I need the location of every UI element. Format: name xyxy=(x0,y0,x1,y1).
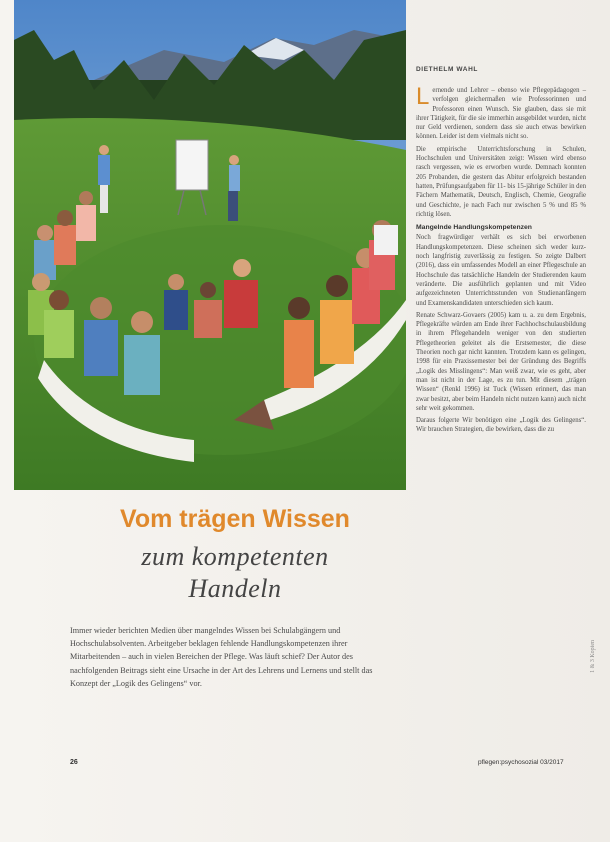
article-title-line-2: zum kompetenten xyxy=(141,542,329,571)
paragraph-5: Daraus folgerte Wir benötigen eine „Logik des Gelingens“. Wir brauchen Strategien, die bewirken, dass die zu xyxy=(416,417,586,434)
subheading-handlungskompetenzen: Mangelnde Handlungskompetenzen xyxy=(416,224,532,232)
paragraph-1 xyxy=(416,83,586,142)
magazine-issue: pflegen:psychosozial 03/2017 xyxy=(478,759,564,766)
article-intro: Immer wieder berichten Medien über mangelndes Wissen bei Schulabgängern und Hochschulabsolventen. Arbeitgeber beklagen fehlende Handlungskompetenzen ihrer Mitarbeitenden – auch in vielen Bereichen der Pflege. Was läuft schief? Der Autor des nachfolgenden Beitrags sieht eine Ursache in der Art des Lehrens und Lernens und stellt das Konzept der „Logik des Gelingens“ vor. xyxy=(70,626,373,688)
page-number: 26 xyxy=(70,759,78,766)
article-title-line-3: Handeln xyxy=(188,574,282,603)
article-title-line-1: Vom trägen Wissen xyxy=(120,505,350,533)
author-name: DIETHELM WAHL xyxy=(416,66,478,73)
paragraph-3: Noch fragwürdiger verhält es sich bei erworbenen Handlungskompetenzen. Diese scheinen sich weder kurz- noch langfristig zuverlässig zu festigen. So zeigte Dalbert (2016), dass ein umfassendes Modell an einer Pflegeschule an Hochschule das tatsächliche Handeln der Studierenden kaum veränderte. Die ausführlich geplanten und mit Video aufgezeichneten Unterrichtsstunden von Studienanfängern und Examenskandidaten unterschieden sich kaum. xyxy=(416,234,586,307)
paragraph-4: Renate Schwarz-Govaers (2005) kam u. a. zu dem Ergebnis, Pflegekräfte würden am Ende ihrer Fachhochschulausbildung in ihrem Pflegehandeln weniger von den studierten Pflegetheorien geleitet als die Erstsemester, die diese Theorien noch gar nicht kannten. Trotzdem kann es gelingen, 1998 für ein Praxissemester bei der Gründung des Begriffs „Logik des Misslingens“: Man weiß zwar, wie es geht, aber man ist nicht in der Lage, es zu tun. Mit diesem „trägen Wissen“ (Renkl 1996) ist Tuck (Wissen erinnert, das man zwar besitzt, aber beim Handeln nicht nutzen kann) auch nicht sehr weit gekommen. xyxy=(416,311,586,412)
photo-illustration xyxy=(14,0,406,490)
handwritten-note: 1 & 3 Kopien xyxy=(590,640,596,673)
drop-cap: L xyxy=(416,83,430,110)
paragraph-1-text: ernende und Lehrer – ebenso wie Pflegepädagogen – verfolgen gleichermaßen wie Professorinnen und Professoren einen Wunsch. Sie glauben, dass sie mit ihrer Tätigkeit, für die sie immerhin ausgebildet wurden, nicht nur Geld verdienen, sondern dass sie auch etwas bewirken können. Leider ist dem vielmals nicht so. xyxy=(416,87,586,141)
paragraph-2: Die empirische Unterrichtsforschung in Schulen, Hochschulen und Universitäten zeigt: Wissen wird ebenso rasch vergessen, wie es erworben wurde. Demnach konnten 205 Probanden, die gestern das Abitur erfolgreich bestanden hatten, Prüfungsaufgaben für 11- bis 15-jährige Schüler in den Fächern Mathematik, Deutsch, Englisch, Chemie, Geografie und Geschichte, je nach Fach nur zwischen 5 % und 85 % richtig lösen. xyxy=(416,145,586,218)
article-body-column xyxy=(416,83,586,438)
group-meadow-photo xyxy=(14,0,406,490)
